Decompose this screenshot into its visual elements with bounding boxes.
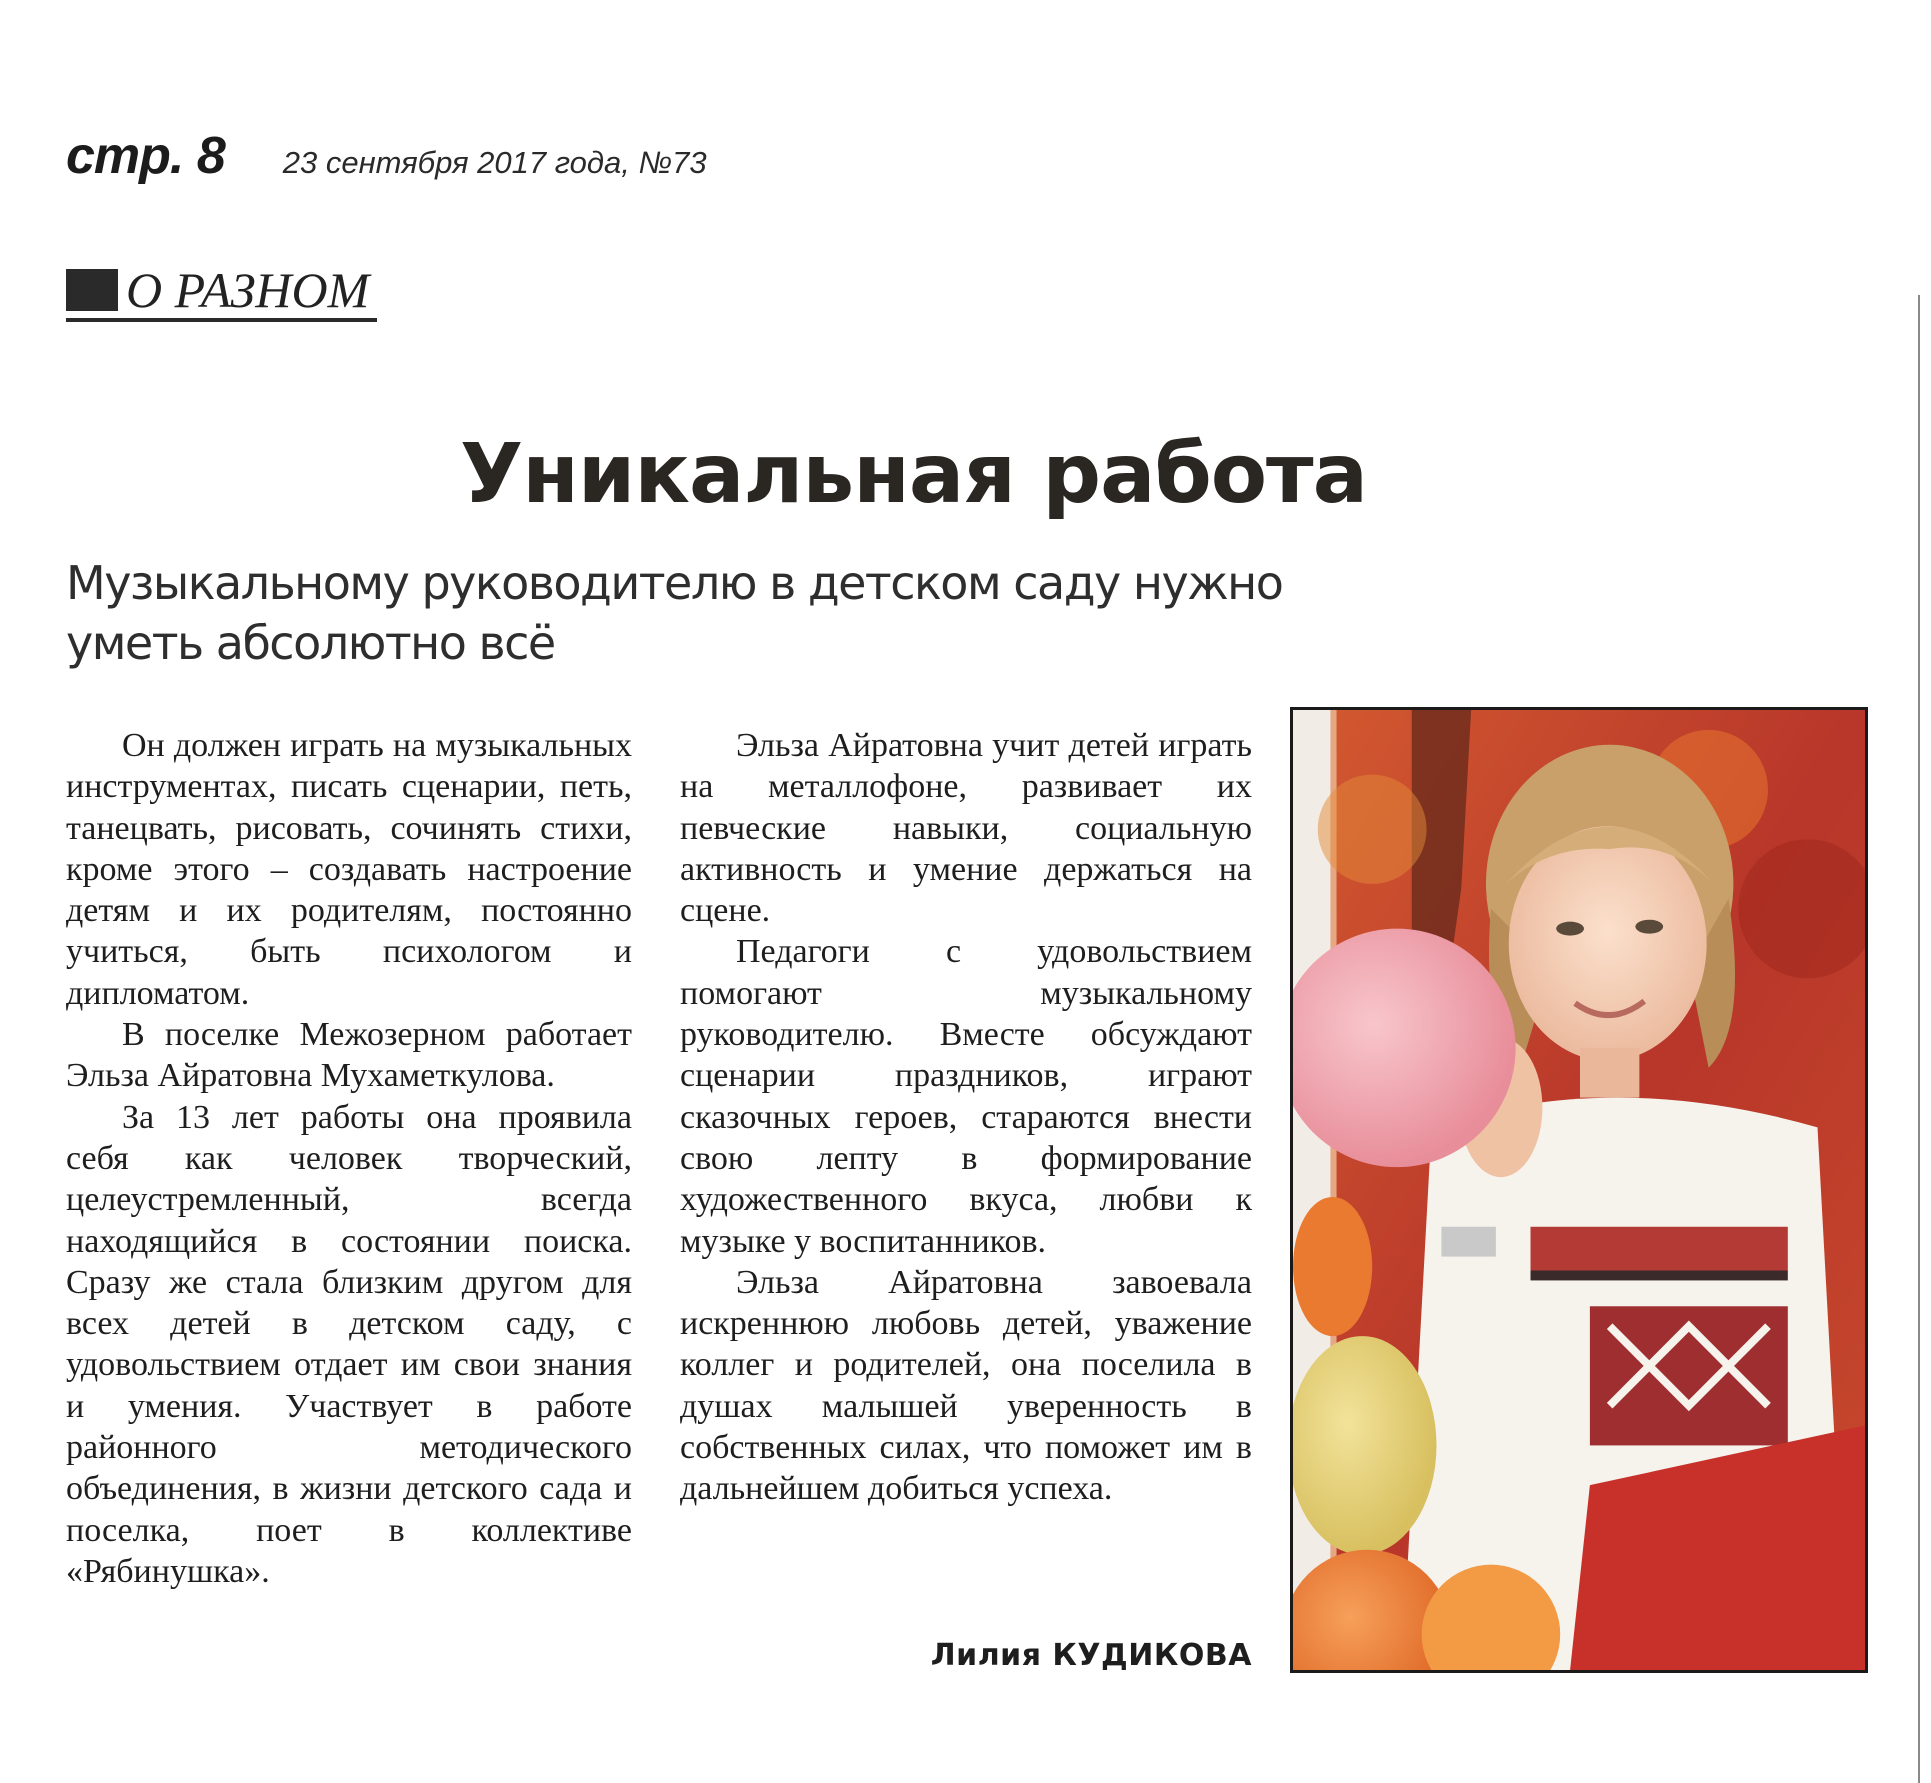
article-subtitle: Музыкальному руководителю в детском саду нужно уметь абсолютно всё [66, 556, 1283, 670]
rubric-square-icon [66, 269, 118, 311]
page-header [66, 126, 707, 186]
article-column-1 [66, 725, 632, 1592]
author-byline: Лилия КУДИКОВА [930, 1638, 1252, 1673]
paragraph: Педагоги с удовольствием помогают музыкальному руководителю. Вместе обсуждают сценарии праздников, играют сказочных героев, стараются внести свою лепту в формирование художественного вкуса, любви к музыке у воспитанников. [680, 933, 1252, 1260]
portrait-photo-icon [1293, 710, 1865, 1670]
section-rubric [66, 262, 377, 322]
paragraph: За 13 лет работы она проявила себя как человек творческий, целеустремленный, всегда находящийся в состоянии поиска. Сразу же стала близким другом для всех детей в детском саду, с удовольствием отдает им свои знания и умения. Участвует в работе районного методического объединения, в жизни детского сада и поселка, поет в коллективе «Рябинушка». [66, 1098, 632, 1590]
page-number: стр. 8 [66, 127, 225, 185]
scan-edge [1918, 295, 1920, 1783]
paragraph: Эльза Айратовна учит детей играть на металлофоне, развивает их певческие навыки, социальную активность и умение держаться на сцене. [680, 727, 1252, 930]
paragraph: Он должен играть на музыкальных инструментах, писать сценарии, петь, танецвать, рисовать, сочинять стихи, кроме этого – создавать настроение детям и их родителям, постоянно учиться, быть психологом и дипломатом. [66, 727, 632, 1012]
issue-date: 23 сентября 2017 года, №73 [282, 145, 707, 180]
article-column-2 [680, 725, 1252, 1510]
rubric-label: О РАЗНОМ [126, 262, 370, 318]
paragraph: В поселке Межозерном работает Эльза Айратовна Мухаметкулова. [66, 1016, 632, 1095]
article-title: Уникальная работа [460, 427, 1367, 522]
portrait-photo [1290, 707, 1868, 1673]
paragraph: Эльза Айратовна завоевала искреннюю любовь детей, уважение коллег и родителей, она поселила в душах малышей уверенность в собственных силах, что поможет им в дальнейшем добиться успеха. [680, 1263, 1252, 1508]
